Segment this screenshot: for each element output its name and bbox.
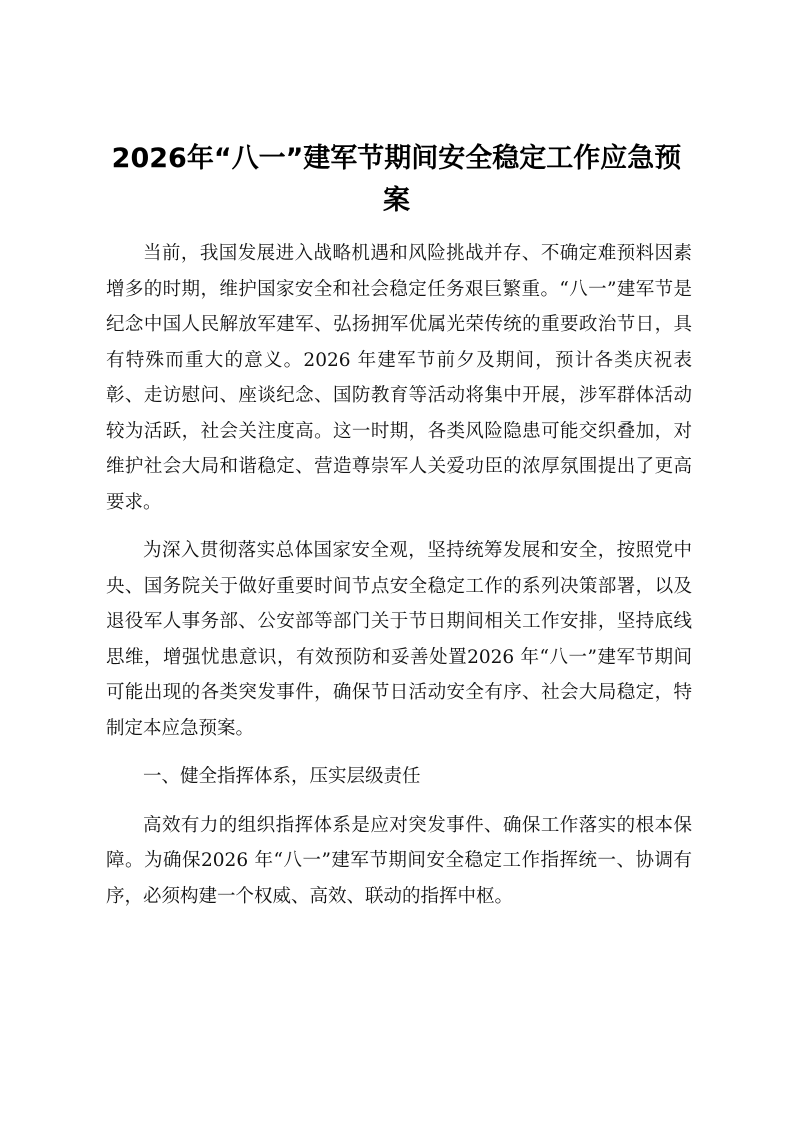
section-heading-1: 一、健全指挥体系，压实层级责任: [143, 766, 421, 787]
document-title: 2026年“八一”建军节期间安全稳定工作应急预案: [111, 143, 682, 216]
paragraph-section-1: 高效有力的组织指挥体系是应对突发事件、确保工作落实的根本保障。为确保2026 年“八一”建军节期间安全稳定工作指挥统一、协调有序，必须构建一个权威、高效、联动的指挥中枢。: [106, 814, 692, 907]
paragraph-purpose: 为深入贯彻落实总体国家安全观，坚持统筹发展和安全，按照党中央、国务院关于做好重要时间节点安全稳定工作的系列决策部署，以及退役军人事务部、公安部等部门关于节日期间相关工作安排，坚持底线思维，增强忧患意识，有效预防和妥善处置2026 年“八一”建军节期间可能出现的各类突发事件，确保节日活动安全有序、社会大局稳定，特制定本应急预案。: [106, 540, 692, 739]
document-body: [106, 236, 692, 927]
paragraph-intro: 当前，我国发展进入战略机遇和风险挑战并存、不确定难预料因素增多的时期，维护国家安全和社会稳定任务艰巨繁重。“八一”建军节是纪念中国人民解放军建军、弘扬拥军优属光荣传统的重要政治节日，具有特殊而重大的意义。2026 年建军节前夕及期间，预计各类庆祝表彰、走访慰问、座谈纪念、国防教育等活动将集中开展，涉军群体活动较为活跃，社会关注度高。这一时期，各类风险隐患可能交织叠加，对维护社会大局和谐稳定、营造尊崇军人关爱功臣的浓厚氛围提出了更高要求。: [106, 243, 692, 513]
